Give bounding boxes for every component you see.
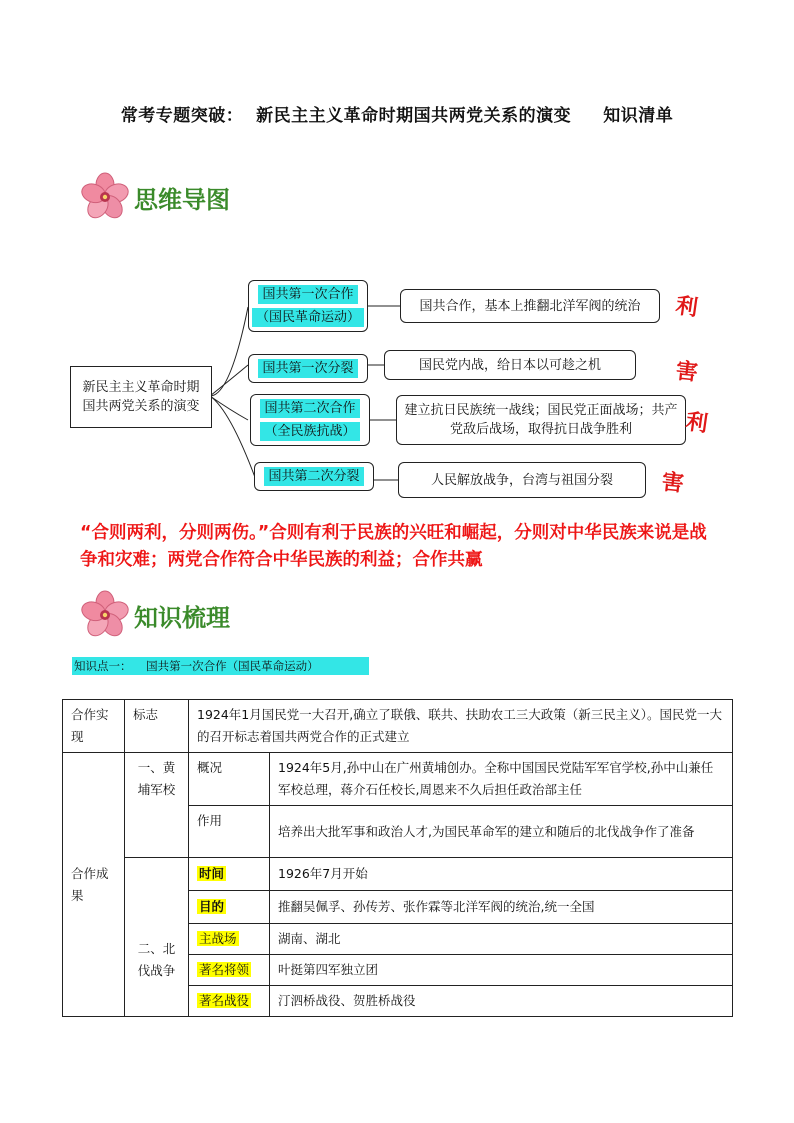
branch-desc-4: 人民解放战争，台湾与祖国分裂 [398,462,646,498]
branch-label: 国共第一次分裂 [258,359,357,378]
table-cell [189,924,270,955]
flower-icon [78,172,134,222]
table-cell: 叶挺第四军独立团 [270,955,733,986]
knowledge-heading: 知识梳理 [134,604,230,632]
table-cell: 1924年5月,孙中山在广州黄埔创办。全称中国国民党陆军军官学校,孙中山兼任军校总理，蒋介石任校长,周恩来不久后担任政治部主任 [270,753,733,806]
table-cell: 合作成果 [63,753,125,1017]
branch-first-split [248,354,368,383]
branch-label: 国共第二次合作 [260,399,359,418]
table-cell: 汀泗桥战役、贺胜桥战役 [270,986,733,1017]
table-cell: 1924年1月国民党一大召开,确立了联俄、联共、扶助农工三大政策（新三民主义）。国民党一大的召开标志着国共两党合作的正式建立 [189,700,733,753]
branch-sublabel: （全民族抗战） [260,422,359,441]
table-cell: 一、黄埔军校 [125,753,189,858]
table-cell: 培养出大批军事和政治人才,为国民革命军的建立和随后的北伐战争作了准备 [270,806,733,858]
table-cell: 二、北伐战争 [125,858,189,1017]
table-row [63,858,733,891]
table-cell [189,858,270,891]
table-cell: 合作实现 [63,700,125,753]
harm-tag-2: 害 [660,468,686,498]
harm-tag-1: 害 [674,357,700,387]
branch-desc-1: 国共合作，基本上推翻北洋军阀的统治 [400,289,660,323]
branch-desc-2: 国民党内战，给日本以可趁之机 [384,350,636,380]
table-cell [189,891,270,924]
highlight-label: 著名战役 [199,993,250,1008]
mind-map-root [70,366,212,428]
root-line-1: 新民主主义革命时期 [82,380,200,395]
branch-sublabel: （国民革命运动） [252,308,364,327]
flower-icon [78,590,134,640]
knowledge-point-label: 知识点一： 国共第一次合作（国民革命运动） [72,657,369,675]
table-cell [189,955,270,986]
mind-map [0,270,794,510]
branch-second-cooperation [250,394,370,446]
root-line-2: 国共两党关系的演变 [82,399,200,414]
table-row [63,753,733,806]
branch-first-cooperation [248,280,368,332]
table-cell: 湖南、湖北 [270,924,733,955]
table-cell [189,986,270,1017]
branch-label: 国共第二次分裂 [264,467,363,486]
mindmap-heading: 思维导图 [134,186,230,214]
highlight-label: 目的 [199,899,225,914]
branch-desc-3: 建立抗日民族统一战线；国民党正面战场；共产党敌后战场，取得抗日战争胜利 [396,395,686,445]
table-cell: 1926年7月开始 [270,858,733,891]
table-cell: 作用 [189,806,270,858]
table-cell: 概况 [189,753,270,806]
table-cell: 推翻吴佩孚、孙传芳、张作霖等北洋军阀的统治,统一全国 [270,891,733,924]
knowledge-table [62,699,733,1017]
highlight-label: 主战场 [199,931,237,946]
branch-label: 国共第一次合作 [258,285,357,304]
table-cell: 标志 [125,700,189,753]
summary-slogan: “合则两利，分则两伤。”合则有利于民族的兴旺和崛起，分则对中华民族来说是战争和灾难；两党合作符合中华民族的利益；合作共赢 [80,523,707,570]
highlight-label: 时间 [199,866,225,881]
table-row [63,700,733,753]
benefit-tag-2: 利 [684,408,710,438]
document-title: 常考专题突破： 新民主主义革命时期国共两党关系的演变 知识清单 [120,106,674,126]
benefit-tag-1: 利 [674,292,700,322]
highlight-label: 著名将领 [199,962,250,977]
branch-second-split [254,462,374,491]
